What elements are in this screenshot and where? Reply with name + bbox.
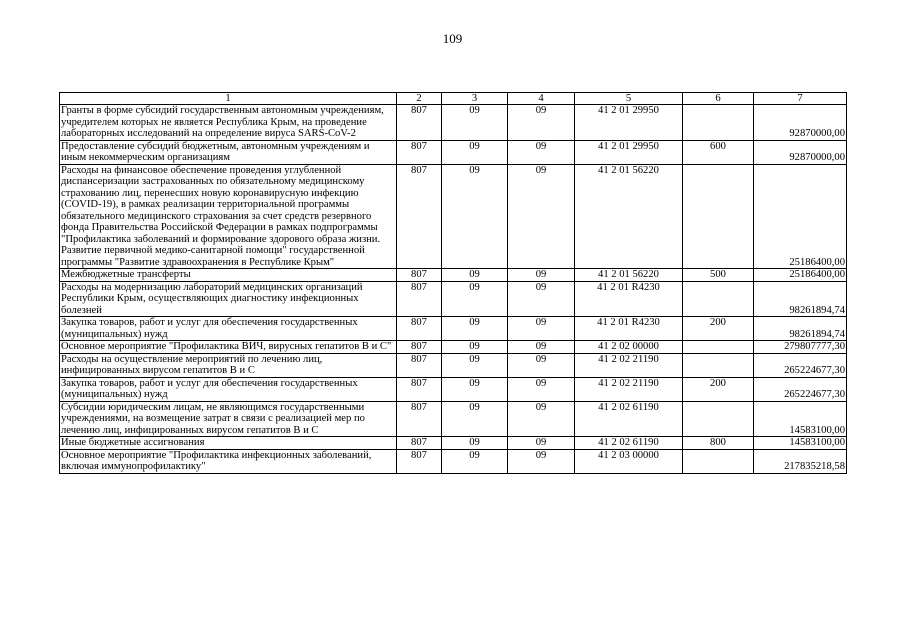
table-row — [60, 140, 847, 164]
target-article-code-cell: 41 2 01 R4230 — [575, 317, 683, 341]
section-code-cell: 09 — [442, 164, 508, 269]
table-row — [60, 164, 847, 269]
subsection-code-cell: 09 — [508, 401, 575, 437]
ministry-code-cell: 807 — [397, 140, 442, 164]
header-cell: 7 — [754, 93, 847, 105]
amount-cell: 92870000,00 — [754, 140, 847, 164]
table-row — [60, 269, 847, 282]
target-article-code-cell: 41 2 02 21190 — [575, 377, 683, 401]
budget-table — [59, 92, 847, 474]
section-code-cell: 09 — [442, 449, 508, 473]
amount-cell: 98261894,74 — [754, 281, 847, 317]
amount-cell: 14583100,00 — [754, 401, 847, 437]
table-header — [60, 93, 847, 105]
target-article-code-cell: 41 2 03 00000 — [575, 449, 683, 473]
section-code-cell: 09 — [442, 437, 508, 450]
item-name-cell: Иные бюджетные ассигнования — [60, 437, 397, 450]
subsection-code-cell: 09 — [508, 281, 575, 317]
expense-type-code-cell: 800 — [683, 437, 754, 450]
target-article-code-cell: 41 2 01 56220 — [575, 164, 683, 269]
table-row — [60, 377, 847, 401]
amount-cell: 92870000,00 — [754, 105, 847, 141]
table-row — [60, 353, 847, 377]
ministry-code-cell: 807 — [397, 341, 442, 354]
amount-cell: 217835218,58 — [754, 449, 847, 473]
header-cell: 6 — [683, 93, 754, 105]
amount-cell: 25186400,00 — [754, 269, 847, 282]
item-name-cell: Субсидии юридическим лицам, не являющимся государственными учреждениями, на возмещение затрат в связи с реализацией мер по лечению лиц, инфицированных вирусом гепатитов В и С — [60, 401, 397, 437]
subsection-code-cell: 09 — [508, 437, 575, 450]
target-article-code-cell: 41 2 01 56220 — [575, 269, 683, 282]
item-name-cell: Гранты в форме субсидий государственным автономным учреждениям, учредителем которых не является Республика Крым, на проведение лабораторных исследований на определение вируса SARS-CoV-2 — [60, 105, 397, 141]
expense-type-code-cell — [683, 449, 754, 473]
expense-type-code-cell: 200 — [683, 317, 754, 341]
table-row — [60, 401, 847, 437]
expense-type-code-cell — [683, 281, 754, 317]
section-code-cell: 09 — [442, 401, 508, 437]
subsection-code-cell: 09 — [508, 341, 575, 354]
ministry-code-cell: 807 — [397, 269, 442, 282]
subsection-code-cell: 09 — [508, 140, 575, 164]
subsection-code-cell: 09 — [508, 105, 575, 141]
ministry-code-cell: 807 — [397, 449, 442, 473]
ministry-code-cell: 807 — [397, 437, 442, 450]
amount-cell: 265224677,30 — [754, 353, 847, 377]
subsection-code-cell: 09 — [508, 317, 575, 341]
header-cell: 1 — [60, 93, 397, 105]
section-code-cell: 09 — [442, 341, 508, 354]
expense-type-code-cell — [683, 164, 754, 269]
table-row — [60, 437, 847, 450]
table-row — [60, 317, 847, 341]
item-name-cell: Основное мероприятие "Профилактика инфекционных заболеваний, включая иммунопрофилактику" — [60, 449, 397, 473]
amount-cell: 25186400,00 — [754, 164, 847, 269]
target-article-code-cell: 41 2 02 21190 — [575, 353, 683, 377]
amount-cell: 279807777,30 — [754, 341, 847, 354]
ministry-code-cell: 807 — [397, 281, 442, 317]
expense-type-code-cell: 500 — [683, 269, 754, 282]
target-article-code-cell: 41 2 01 R4230 — [575, 281, 683, 317]
header-row — [60, 93, 847, 105]
expense-type-code-cell: 200 — [683, 377, 754, 401]
item-name-cell: Расходы на осуществление мероприятий по лечению лиц, инфицированных вирусом гепатитов В и С — [60, 353, 397, 377]
amount-cell: 265224677,30 — [754, 377, 847, 401]
header-cell: 3 — [442, 93, 508, 105]
item-name-cell: Расходы на финансовое обеспечение проведения углубленной диспансеризации застрахованных по обязательному медицинскому страхованию лиц, перенесших новую коронавирусную инфекцию (COVID-19), в рамках реализации территориальной программы обязательного медицинского страхования за счет средств резервного фонда Правительства Российской Федерации в рамках подпрограммы "Профилактика заболеваний и формирование здорового образа жизни. Развитие первичной медико-санитарной помощи" государственной программы "Развитие здравоохранения в Республике Крым" — [60, 164, 397, 269]
amount-cell: 14583100,00 — [754, 437, 847, 450]
item-name-cell: Предоставление субсидий бюджетным, автономным учреждениям и иным некоммерческим организациям — [60, 140, 397, 164]
item-name-cell: Расходы на модернизацию лабораторий медицинских организаций Республики Крым, осуществляющих диагностику инфекционных болезней — [60, 281, 397, 317]
expense-type-code-cell — [683, 105, 754, 141]
section-code-cell: 09 — [442, 377, 508, 401]
expense-type-code-cell: 600 — [683, 140, 754, 164]
target-article-code-cell: 41 2 02 61190 — [575, 401, 683, 437]
section-code-cell: 09 — [442, 140, 508, 164]
table-body — [60, 105, 847, 474]
header-cell: 2 — [397, 93, 442, 105]
table-row — [60, 341, 847, 354]
section-code-cell: 09 — [442, 281, 508, 317]
item-name-cell: Основное мероприятие "Профилактика ВИЧ, вирусных гепатитов В и С" — [60, 341, 397, 354]
ministry-code-cell: 807 — [397, 401, 442, 437]
item-name-cell: Закупка товаров, работ и услуг для обеспечения государственных (муниципальных) нужд — [60, 377, 397, 401]
table-row — [60, 281, 847, 317]
ministry-code-cell: 807 — [397, 105, 442, 141]
subsection-code-cell: 09 — [508, 164, 575, 269]
ministry-code-cell: 807 — [397, 353, 442, 377]
ministry-code-cell: 807 — [397, 317, 442, 341]
expense-type-code-cell — [683, 353, 754, 377]
page-number: 109 — [442, 31, 463, 46]
target-article-code-cell: 41 2 02 61190 — [575, 437, 683, 450]
header-cell: 4 — [508, 93, 575, 105]
target-article-code-cell: 41 2 01 29950 — [575, 140, 683, 164]
target-article-code-cell: 41 2 02 00000 — [575, 341, 683, 354]
section-code-cell: 09 — [442, 105, 508, 141]
table-row — [60, 105, 847, 141]
amount-cell: 98261894,74 — [754, 317, 847, 341]
item-name-cell: Межбюджетные трансферты — [60, 269, 397, 282]
subsection-code-cell: 09 — [508, 269, 575, 282]
table-row — [60, 449, 847, 473]
ministry-code-cell: 807 — [397, 377, 442, 401]
subsection-code-cell: 09 — [508, 377, 575, 401]
subsection-code-cell: 09 — [508, 353, 575, 377]
subsection-code-cell: 09 — [508, 449, 575, 473]
section-code-cell: 09 — [442, 353, 508, 377]
item-name-cell: Закупка товаров, работ и услуг для обеспечения государственных (муниципальных) нужд — [60, 317, 397, 341]
target-article-code-cell: 41 2 01 29950 — [575, 105, 683, 141]
ministry-code-cell: 807 — [397, 164, 442, 269]
header-cell: 5 — [575, 93, 683, 105]
section-code-cell: 09 — [442, 269, 508, 282]
expense-type-code-cell — [683, 401, 754, 437]
section-code-cell: 09 — [442, 317, 508, 341]
expense-type-code-cell — [683, 341, 754, 354]
